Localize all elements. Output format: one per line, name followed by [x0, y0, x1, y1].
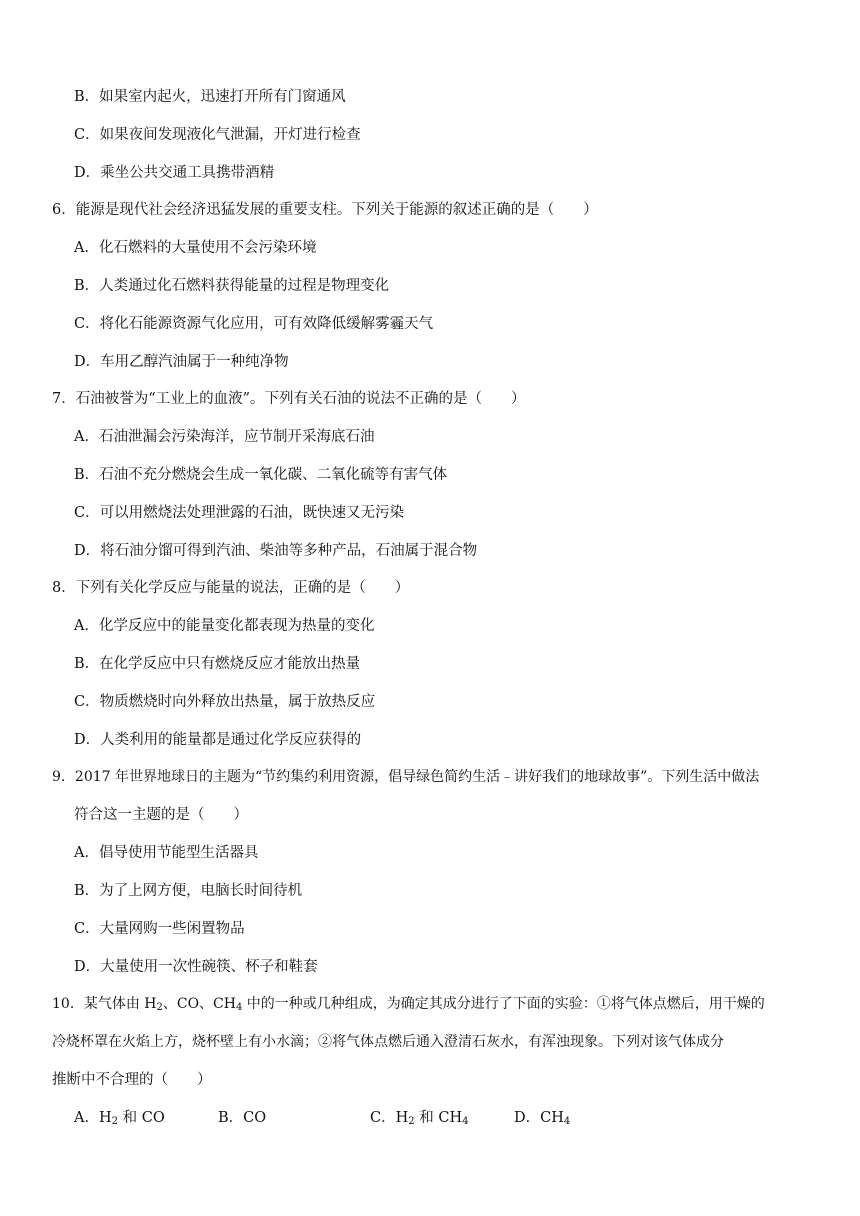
q7-option-a: A．石油泄漏会污染海洋，应节制开采海底石油: [74, 429, 375, 445]
q9-option-d: D．大量使用一次性碗筷、杯子和鞋套: [74, 959, 318, 975]
q6-stem: 6．能源是现代社会经济迅猛发展的重要支柱。下列关于能源的叙述正确的是（ ）: [52, 202, 598, 218]
q8-option-d: D．人类利用的能量都是通过化学反应获得的: [74, 732, 362, 748]
q10-option-a: A．$H_2$ 和 CO: [74, 1110, 165, 1127]
q10-option-b: B．CO: [218, 1110, 267, 1126]
q9-option-c: C．大量网购一些闲置物品: [74, 921, 245, 937]
q8-option-c: C．物质燃烧时向外释放出热量，属于放热反应: [74, 694, 376, 710]
q7-option-b: B．石油不充分燃烧会生成一氧化碳、二氧化硫等有害气体: [74, 467, 448, 483]
q9-stem-line1: 9．2017 年世界地球日的主题为“节约集约利用资源，倡导绿色简约生活﹣讲好我们的地球故事”。下列生活中做法: [52, 769, 760, 785]
q10-stem-line3: 推断中不合理的（ ）: [52, 1072, 212, 1088]
q7-stem: 7．石油被誉为“工业上的血液”。下列有关石油的说法不正确的是（ ）: [52, 391, 526, 407]
q10-stem-line2: 冷烧杯罩在火焰上方，烧杯壁上有小水滴；②将气体点燃后通入澄清石灰水，有浑浊现象。下列对该气体成分: [52, 1034, 724, 1050]
q9-stem-line2: 符合这一主题的是（ ）: [74, 807, 248, 823]
q5-option-d: D．乘坐公共交通工具携带酒精: [74, 165, 275, 181]
q9-option-b: B．为了上网方便，电脑长时间待机: [74, 883, 303, 899]
q10-option-c: C．$H_2$ 和 $CH_4$: [370, 1110, 469, 1127]
q6-option-d: D．车用乙醇汽油属于一种纯净物: [74, 354, 289, 370]
q6-option-b: B．人类通过化石燃料获得能量的过程是物理变化: [74, 278, 390, 294]
q8-option-a: A．化学反应中的能量变化都表现为热量的变化: [74, 618, 375, 634]
q5-option-c: C．如果夜间发现液化气泄漏，开灯进行检查: [74, 127, 361, 143]
q5-option-b: B．如果室内起火，迅速打开所有门窗通风: [74, 89, 346, 105]
q10-stem-line1: 10．某气体由 $H_2$、CO、$CH_4$ 中的一种或几种组成，为确定其成分进行了下面的实验：①将气体点燃后，用干燥的: [52, 996, 765, 1013]
q10-options-row: [74, 1108, 774, 1128]
q8-stem: 8．下列有关化学反应与能量的说法，正确的是（ ）: [52, 580, 410, 596]
q10-option-d: D．$CH_4$: [514, 1110, 571, 1127]
q9-option-a: A．倡导使用节能型生活器具: [74, 845, 259, 861]
q8-option-b: B．在化学反应中只有燃烧反应才能放出热量: [74, 656, 361, 672]
q7-option-c: C．可以用燃烧法处理泄露的石油，既快速又无污染: [74, 505, 405, 521]
q7-option-d: D．将石油分馏可得到汽油、柴油等多种产品，石油属于混合物: [74, 543, 478, 559]
q6-option-a: A．化石燃料的大量使用不会污染环境: [74, 240, 317, 256]
q6-option-c: C．将化石能源资源气化应用，可有效降低缓解雾霾天气: [74, 316, 434, 332]
